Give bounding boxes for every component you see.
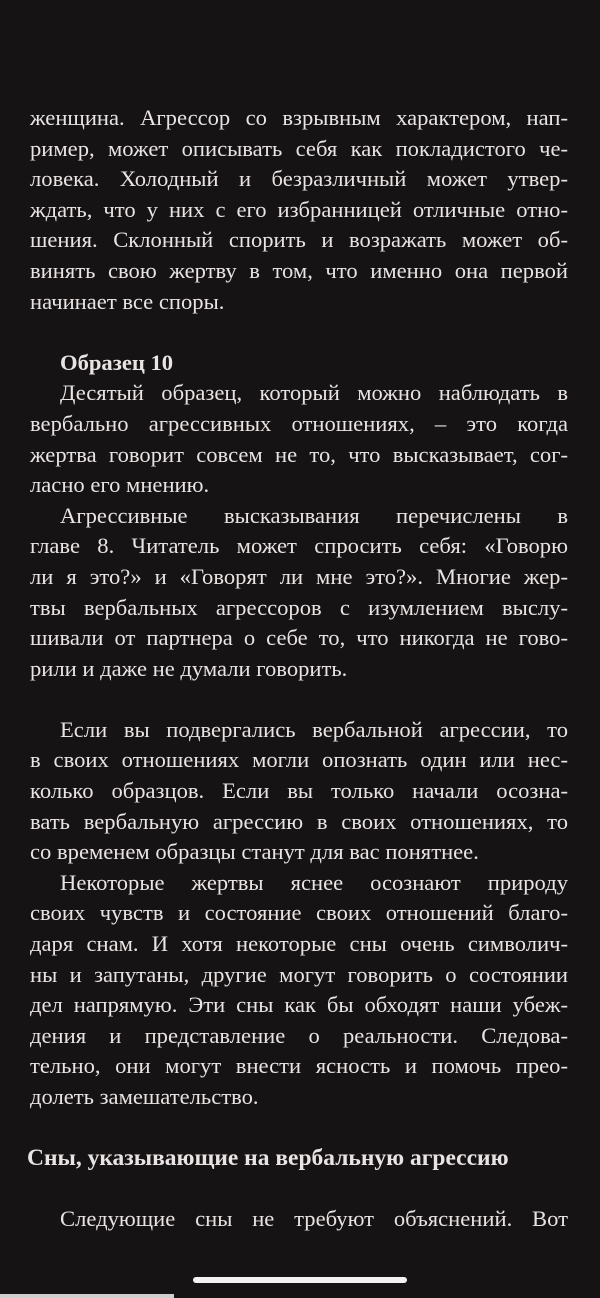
text-line: тельно, они могут внести ясность и помочь прео-: [30, 1053, 568, 1079]
paragraph-gap: [30, 1174, 568, 1205]
paragraph-gap: [30, 1113, 568, 1144]
text-line: даря снам. И хотя некоторые сны очень символич-: [30, 931, 568, 957]
reading-progress-bar: [0, 1294, 600, 1298]
text-line: ждать, что у них с его избранницей отличные отно-: [30, 196, 568, 222]
text-line: твы вербальных агрессоров с изумлением выслу-: [30, 594, 568, 620]
text-line: дел напрямую. Эти сны как бы обходят наши убеж-: [30, 992, 568, 1018]
text-line: шения. Склонный спорить и возражать может об-: [30, 227, 568, 253]
text-line: Если вы подвергались вербальной агрессии, то: [60, 716, 568, 742]
text-line: ловека. Холодный и безразличный может утвер-: [30, 166, 568, 192]
text-line: вербально агрессивных отношениях, – это когда: [30, 410, 568, 436]
section-title: Сны, указывающие на вербальную агрессию: [27, 1145, 509, 1172]
text-line: винять свою жертву в том, что именно она первой: [30, 257, 568, 283]
text-line: ример, может описывать себя как покладистого че-: [30, 135, 568, 161]
text-line: ласно его мнению.: [30, 472, 210, 498]
text-line: колько образцов. Если вы только начали осозна-: [30, 778, 568, 804]
paragraph: [30, 501, 568, 685]
reading-progress-fill: [0, 1294, 174, 1298]
text-line: ны и запутаны, другие могут говорить о состоянии: [30, 961, 568, 987]
text-line: дения и представление о реальности. Следова-: [30, 1022, 568, 1048]
paragraph: [30, 715, 568, 868]
text-line: долеть замешательство.: [30, 1084, 259, 1109]
text-line: Агрессивные высказывания перечислены в: [60, 502, 568, 528]
paragraph: [30, 103, 568, 317]
text-line: жертва говорит совсем не то, что высказывает, сог-: [30, 441, 568, 467]
text-line: шивали от партнера о себе то, что никогда не гово-: [30, 625, 568, 651]
text-line: главе 8. Читатель может спросить себя: «Говорю: [30, 533, 568, 559]
text-line: ли я это?» и «Говорят ли мне это?». Многие жер-: [30, 563, 568, 589]
paragraph: [30, 1204, 568, 1235]
text-line: вать вербальную агрессию в своих отношениях, то: [30, 808, 568, 834]
text-line: женщина. Агрессор со взрывным характером, нап-: [30, 105, 568, 130]
text-line: Десятый образец, который можно наблюдать в: [60, 380, 568, 406]
paragraph: [30, 868, 568, 1113]
subheading: Образец 10: [60, 349, 174, 375]
paragraph: [30, 378, 568, 500]
text-line: рили и даже не думали говорить.: [30, 655, 348, 681]
text-line: своих чувств и состояние своих отношений благо-: [30, 900, 568, 926]
text-line: в своих отношениях могли опознать один или нес-: [30, 747, 568, 773]
text-line: со временем образцы станут для вас понятнее.: [30, 839, 479, 865]
paragraph-gap: [30, 684, 568, 715]
text-line: начинает все споры.: [30, 288, 225, 314]
text-line: Некоторые жертвы яснее осознают природу: [60, 869, 568, 895]
home-indicator[interactable]: [193, 1277, 407, 1283]
book-page: [27, 103, 568, 1235]
text-line: Следующие сны не требуют объяснений. Вот: [60, 1206, 568, 1232]
paragraph-gap: [30, 317, 568, 348]
